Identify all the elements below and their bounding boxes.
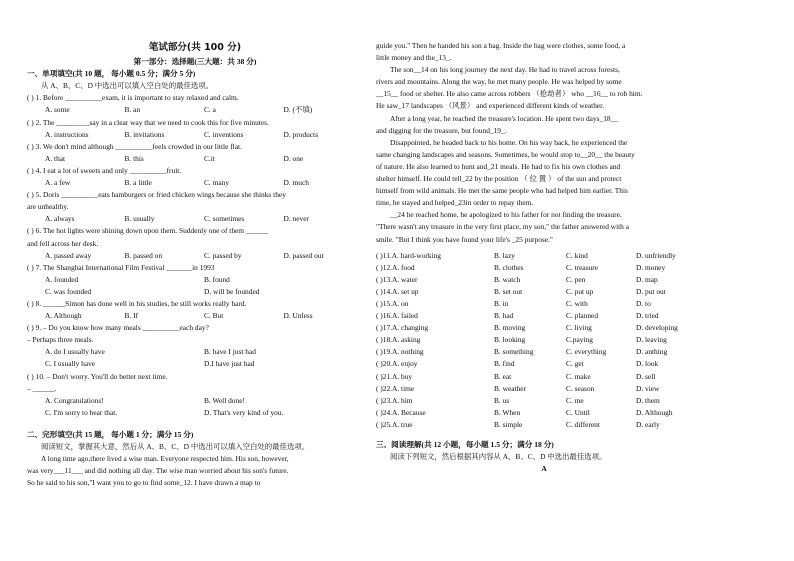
option-text: ( )16.A. failed	[376, 311, 418, 321]
option-text: ( )17.A. changing	[376, 323, 429, 333]
option-text: C.paying	[566, 335, 593, 345]
option-text: C. I'm sorry to hear that.	[45, 407, 118, 417]
option-text: C. a	[204, 105, 216, 115]
cloze-option-row	[376, 358, 712, 370]
option-text: C. passed by	[204, 250, 242, 260]
cloze-option-row	[376, 298, 712, 310]
option-text: B. had	[494, 311, 514, 321]
option-row	[27, 274, 363, 286]
passage-label: A	[541, 464, 547, 474]
option-text: D. That's very kind of you.	[204, 407, 284, 417]
section2-heading: 二、完形填空(共 15 题， 每小题 1 分；满分 15 分)	[27, 429, 194, 439]
section3-instruction: 阅读下列短文，然后根据其内容从 A、B、C、D 中选出最佳选项。	[390, 452, 607, 462]
cloze-option-row	[376, 371, 712, 383]
passage-line: smile. "But I think you have found your life's _25 purpose."	[376, 234, 553, 244]
cloze-option-row	[376, 262, 712, 274]
passage-line: __15__ food or shelter. He also came across robbers （抢劫者） who __16__ to rob him.	[376, 89, 643, 99]
option-text: ( )15.A. on	[376, 298, 409, 308]
option-row	[27, 310, 363, 322]
option-text: B. in	[494, 298, 509, 308]
option-text: C. pen	[566, 274, 586, 284]
option-text: C. put up	[566, 286, 594, 296]
option-text: D. will be founded	[204, 286, 260, 296]
cloze-option-row	[376, 395, 712, 407]
passage-line: same changing landscapes and seasons. Sometimes, he would stop to__20__ the beauty	[376, 149, 635, 159]
question-stem: ( ) 10. – Don't worry. You'll do better next time.	[27, 371, 168, 381]
option-text: D. money	[636, 262, 666, 272]
option-text: A. passed away	[45, 250, 92, 260]
question-continuation: – ______.	[27, 383, 57, 393]
option-text: C. treasure	[566, 262, 599, 272]
question-continuation: and fell across her desk.	[27, 238, 99, 248]
option-text: D.I have just had	[204, 359, 255, 369]
option-text: D. products	[283, 129, 318, 139]
option-text: D. much	[283, 178, 309, 188]
section1-instruction: 从 A、B、C、D 中选出可以填入空白处的最佳选项。	[41, 81, 214, 91]
option-text: ( )18.A. asking	[376, 335, 421, 345]
passage-line: __24 he reached home, he apologized to his father for not finding the treasure.	[390, 210, 622, 220]
option-text: B. have I just had	[204, 347, 256, 357]
option-text: C. make	[566, 371, 591, 381]
passage-line: He saw_17 landscapes （风景） and experienced different kinds of weather.	[376, 101, 605, 111]
passage-line: rivers and mountains. Along the way, he met many people. He was helped by some	[376, 77, 622, 87]
option-text: C. different	[566, 419, 600, 429]
option-text: B. an	[124, 105, 141, 115]
option-text: D. (不填)	[283, 105, 313, 115]
question-continuation: – Perhaps three meals.	[27, 335, 94, 345]
option-text: D. sell	[636, 371, 656, 381]
option-text: ( )13.A. water	[376, 274, 418, 284]
passage-line: "There wasn't any treasure in the very first place, my son," the father answered with a	[376, 222, 630, 232]
option-text: D. never	[283, 214, 309, 224]
option-text: ( )11.A. hard-working	[376, 250, 441, 260]
option-text: D. put out	[636, 286, 666, 296]
option-text: B. When	[494, 407, 521, 417]
option-row	[27, 129, 363, 141]
option-text: B. watch	[494, 274, 521, 284]
option-text: D. leaving	[636, 335, 667, 345]
option-text: C. But	[204, 311, 224, 321]
option-text: B. find	[494, 359, 515, 369]
option-text: B. set out	[494, 286, 523, 296]
option-row	[27, 250, 363, 262]
option-text: B. us	[494, 395, 510, 405]
option-text: C. Until	[566, 407, 590, 417]
option-row	[27, 358, 363, 370]
option-text: A. do I usually have	[45, 347, 105, 357]
passage-line: and digging for the treasure, but found_19_.	[376, 125, 507, 135]
option-text: A. some	[45, 105, 70, 115]
passage-line: shelter himself. He could tell_22 by the position （ 位 置 ） of the sun and protect	[376, 174, 622, 184]
option-text: ( )19.A. nothing	[376, 347, 424, 357]
cloze-option-row	[376, 250, 712, 262]
option-text: D. tried	[636, 311, 659, 321]
option-text: C. me	[566, 395, 584, 405]
passage-line: guide you." Then he handed his son a bag. Inside the bag were clothes, some food, a	[376, 41, 626, 50]
cloze-option-row	[376, 274, 712, 286]
option-text: B. If	[124, 311, 139, 321]
option-row	[27, 286, 363, 298]
option-text: C. with	[566, 298, 588, 308]
option-text: ( )24.A. Because	[376, 407, 426, 417]
passage-line: After a long year, he reached the treasure's location. He spent two days_18__	[390, 113, 619, 123]
option-text: B. usually	[124, 214, 155, 224]
passage-left	[27, 453, 363, 489]
option-text: B. something	[494, 347, 534, 357]
option-text: C. I usually have	[45, 359, 96, 369]
option-text: C. everything	[566, 347, 607, 357]
option-text: B. looking	[494, 335, 526, 345]
option-text: B. passed on	[124, 250, 163, 260]
cloze-option-row	[376, 310, 712, 322]
option-text: D. to	[636, 298, 651, 308]
option-text: C. living	[566, 323, 592, 333]
option-text: D. unfriendly	[636, 250, 676, 260]
question-stem: ( ) 4. I eat a lot of sweets and only __________fruit.	[27, 165, 182, 175]
cloze-option-row	[376, 322, 712, 334]
option-text: D. map	[636, 274, 658, 284]
option-text: A. a few	[45, 178, 71, 188]
option-text: C. inventions	[204, 129, 244, 139]
passage-line: little money and the_13_.	[376, 53, 452, 63]
section2-instruction: 阅读短文，掌握其大意，然后从 A、B、C、D 中选出可以填入空白处的最佳选项。	[41, 442, 310, 451]
option-text: B. weather	[494, 383, 527, 393]
option-text: B. this	[124, 153, 144, 163]
question-stem: ( ) 1. Before __________exam, it is important to stay relaxed and calm.	[27, 93, 239, 103]
option-text: D. passed out	[283, 250, 324, 260]
option-text: B. moving	[494, 323, 526, 333]
passage-line: time, he stayed and helped_23in order to repay them.	[376, 198, 534, 208]
cloze-option-row	[376, 346, 712, 358]
option-text: C. was founded	[45, 286, 92, 296]
option-text: A. Although	[45, 311, 82, 321]
option-text: B. a little	[124, 178, 152, 188]
question-stem: ( ) 6. The hot lights were shining down upon them. Suddenly one of them ______	[27, 226, 269, 236]
option-row	[27, 213, 363, 225]
cloze-option-row	[376, 383, 712, 395]
option-text: C. get	[566, 359, 584, 369]
option-text: ( )21.A. buy	[376, 371, 413, 381]
option-text: D. look	[636, 359, 659, 369]
passage-line: was very___11___ and did nothing all day. The wise man worried about his son's future.	[27, 466, 289, 476]
option-text: A. Congratulations!	[45, 395, 104, 405]
option-text: C. planned	[566, 311, 599, 321]
option-text: B. simple	[494, 419, 523, 429]
option-text: D. them	[636, 395, 660, 405]
option-text: ( )20.A. enjoy	[376, 359, 418, 369]
option-text: B. Well done!	[204, 395, 245, 405]
option-text: D. one	[283, 153, 304, 163]
section3-heading: 三、阅读理解(共 12 小题，每小题 1.5 分；满分 18 分)	[376, 440, 554, 449]
option-text: ( )23.A. him	[376, 395, 413, 405]
passage-line: Disappointed, he headed back to his home. On his way back, he experienced the	[390, 137, 628, 147]
option-text: ( )22.A. time	[376, 383, 415, 393]
option-text: B. lazy	[494, 250, 515, 260]
option-text: B. eat	[494, 371, 512, 381]
option-text: D. Unless	[283, 311, 313, 321]
question-stem: ( ) 5. Doris __________eats hamburgers or fried chicken wings because she thinks they	[27, 190, 286, 200]
option-text: D. early	[636, 419, 660, 429]
option-row	[27, 104, 363, 116]
section1-heading: 一、单项填空(共 10 题， 每小题 0.5 分；满分 5 分)	[27, 69, 196, 79]
question-stem: ( ) 8. ______Simon has done well in his studies, he still works really hard.	[27, 298, 247, 308]
option-text: B. clothes	[494, 262, 524, 272]
option-row	[27, 407, 363, 419]
cloze-option-row	[376, 334, 712, 346]
question-stem: ( ) 9. – Do you know how many meals __________each day?	[27, 323, 209, 333]
option-text: C. kind	[566, 250, 588, 260]
part-heading: 第一部分：选择题(三大题：共 38 分)	[133, 57, 257, 67]
option-text: C.it	[204, 153, 215, 163]
passage-line: A long time ago,there lived a wise man. Everyone respected him. His son, however,	[41, 454, 289, 464]
option-text: A. always	[45, 214, 75, 224]
option-text: ( )25.A. true	[376, 419, 413, 429]
question-stem: ( ) 7. The Shanghai International Film Festival _______in 1993	[27, 262, 215, 272]
option-text: D. anthing	[636, 347, 668, 357]
question-continuation: are unhealthy.	[27, 202, 69, 212]
passage-line: himself from wild animals. He met the same people who had helped him earlier. This	[376, 186, 628, 196]
option-text: C. many	[204, 178, 230, 188]
right-column	[376, 40, 712, 475]
option-row	[27, 346, 363, 358]
option-text: D. Although	[636, 407, 673, 417]
option-text: C. season	[566, 383, 595, 393]
option-text: A. instructions	[45, 129, 89, 139]
passage-line: of nature. He also learned to hunt and_21 meals. He had to fix his own clothes and	[376, 161, 621, 171]
option-text: D. developing	[636, 323, 678, 333]
left-column	[27, 42, 363, 489]
cloze-options-table	[376, 250, 712, 431]
passage-line: The son__14 on his long journey the next day. He had to travel across forests,	[390, 65, 620, 75]
option-row	[27, 395, 363, 407]
option-text: B. found	[204, 274, 230, 284]
question-stem: ( ) 2. The _________say in a clear way that we need to cook this for five minutes.	[27, 117, 269, 127]
cloze-option-row	[376, 286, 712, 298]
option-text: A. founded	[45, 274, 79, 284]
option-text: C. sometimes	[204, 214, 245, 224]
option-text: ( )14.A. set up	[376, 286, 419, 296]
question-stem: ( ) 3. We don't mind although __________feels crowded in our little flat.	[27, 141, 242, 151]
section1-questions	[27, 92, 363, 419]
passage-right	[376, 40, 712, 246]
option-row	[27, 177, 363, 189]
option-text: ( )12.A. food	[376, 262, 415, 272]
option-text: B. invitations	[124, 129, 165, 139]
option-text: D. view	[636, 383, 660, 393]
option-row	[27, 153, 363, 165]
cloze-option-row	[376, 407, 712, 419]
exam-title: 笔试部分(共 100 分)	[148, 42, 242, 53]
passage-line: So he said to his son,"I want you to go to find some_12. I have drawn a map to	[27, 478, 261, 488]
option-text: A. that	[45, 153, 66, 163]
cloze-option-row	[376, 419, 712, 431]
